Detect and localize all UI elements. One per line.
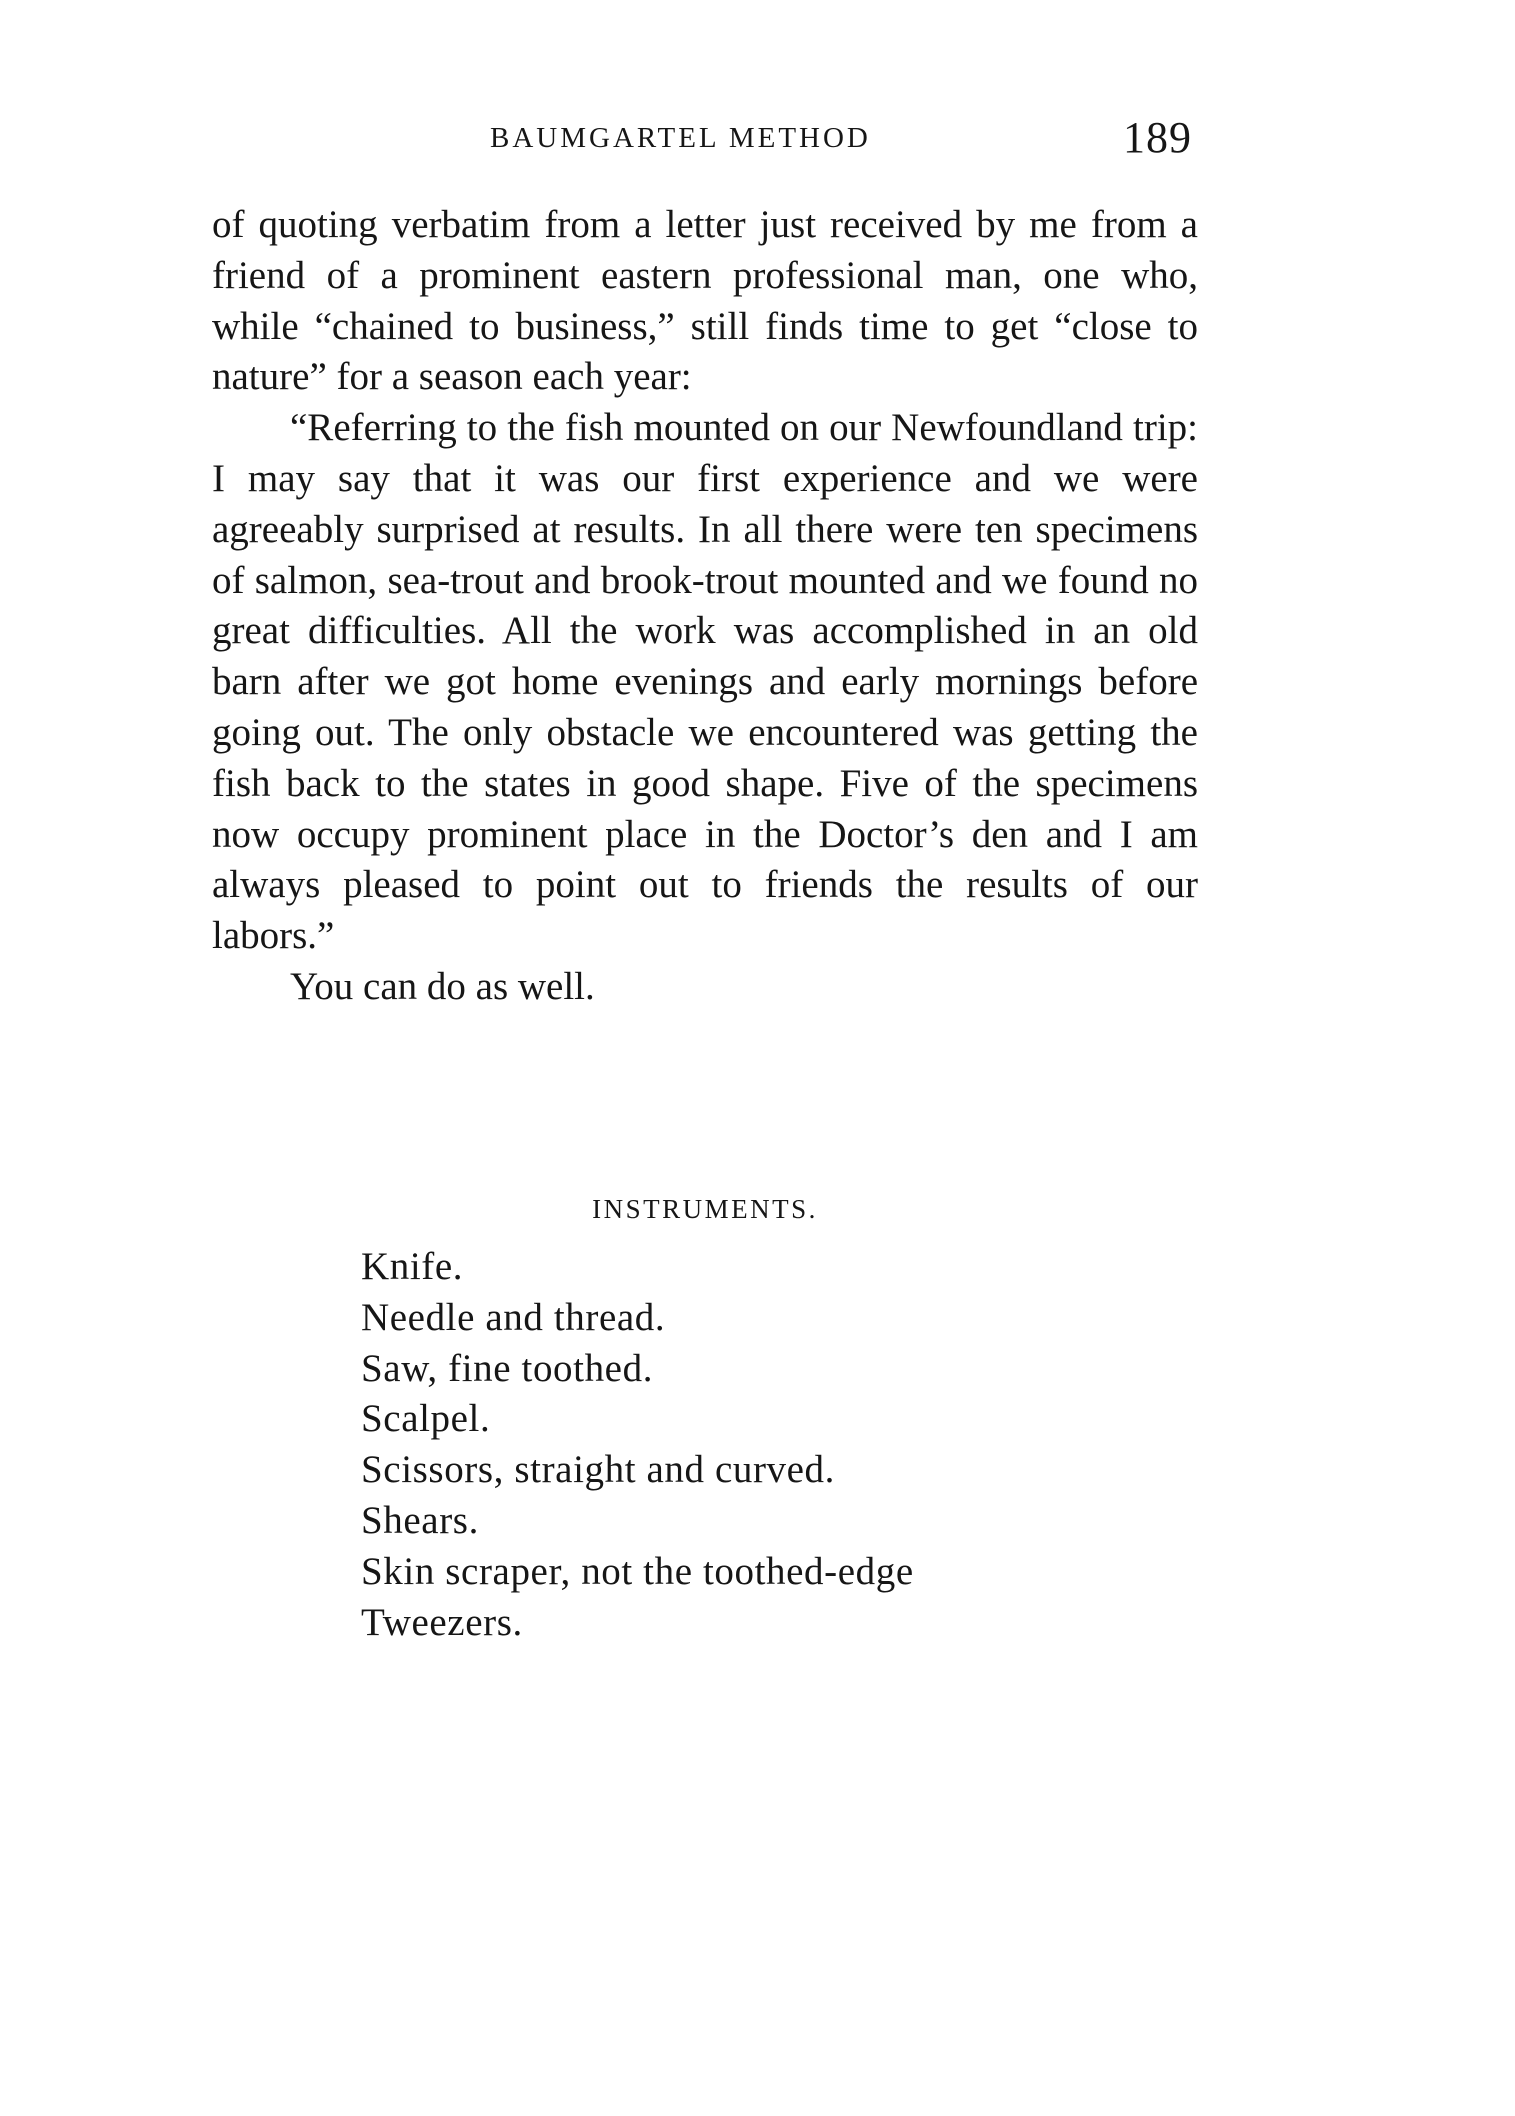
body-text xyxy=(212,200,1198,1013)
paragraph-letter-quote: “Referring to the fish mounted on our Newfoundland trip: I may say that it was our first experience and we were agreeably surprised at results. In all there were ten specimens of salmon, sea-trout and brook-trout mounted and we found no great difficulties. All the work was accomplished in an old barn after we got home evenings and early mornings before going out. The only obstacle we encountered was getting the fish back to the states in good shape. Five of the specimens now occupy prominent place in the Doctor’s den and I am always pleased to point out to friends the results of our labors.” xyxy=(212,406,1198,958)
list-item: Scalpel. xyxy=(361,1397,491,1441)
section-heading: INSTRUMENTS. xyxy=(592,1194,818,1224)
list-item: Shears. xyxy=(361,1498,479,1542)
paragraph: You can do as well. xyxy=(290,964,595,1008)
instrument-list xyxy=(361,1242,914,1648)
list-item: Needle and thread. xyxy=(361,1295,666,1339)
paragraph: of quoting verbatim from a letter just received by me from a friend of a prominent eastern professional man, one who, while “chained to business,” still finds time to get “close to nature” for a season each year: xyxy=(212,203,1198,399)
list-item: Scissors, straight and curved. xyxy=(361,1448,836,1492)
list-item: Knife. xyxy=(361,1245,464,1288)
list-item: Saw, fine toothed. xyxy=(361,1346,654,1390)
running-title: BAUMGARTEL METHOD xyxy=(490,122,871,154)
page-header xyxy=(212,112,1198,172)
list-item: Skin scraper, not the toothed-edge xyxy=(361,1549,914,1593)
page-number: 189 xyxy=(1123,113,1192,162)
list-item: Tweezers. xyxy=(361,1600,523,1644)
